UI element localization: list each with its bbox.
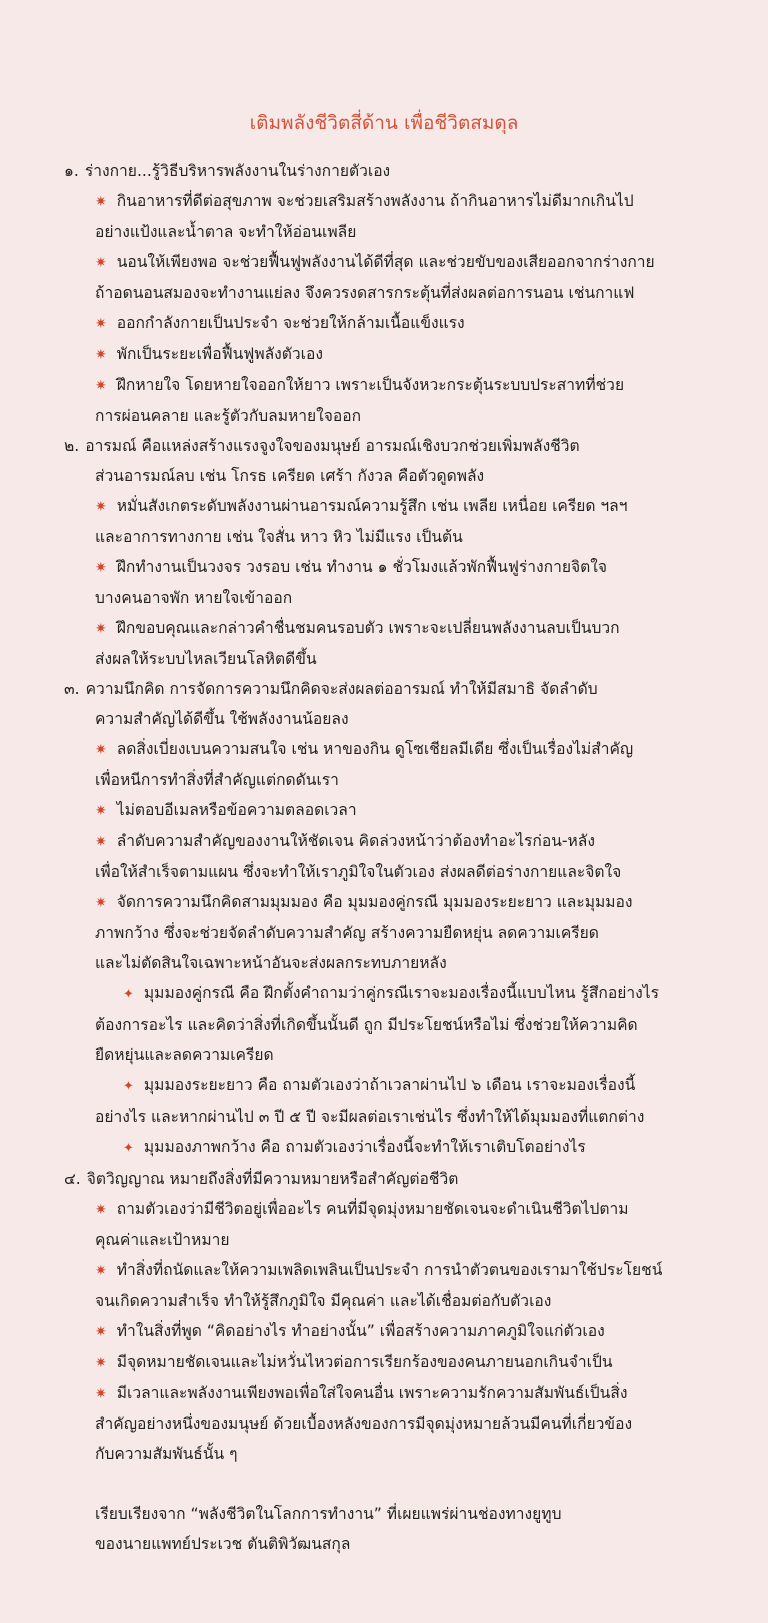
item-text: อย่างแป้งและน้ำตาล จะทำให้อ่อนเพลีย [95,223,357,241]
item-text: ลำดับความสำคัญของงานให้ชัดเจน คิดล่วงหน้าว่าต้องทำอะไรก่อน-หลัง [116,832,595,850]
item-text: ทำสิ่งที่ถนัดและให้ความเพลิดเพลินเป็นประจำ การนำตัวตนของเรามาใช้ประโยชน์ [116,1261,663,1279]
item-text: ฝึกทำงานเป็นวงจร วงรอบ เช่น ทำงาน ๑ ชั่วโมงแล้วพักฟื้นฟูร่างกายจิตใจ [116,558,608,576]
item-text: เพื่อให้สำเร็จตามแผน ซึ่งจะทำให้เราภูมิใจในตัวเอง ส่งผลดีต่อร่างกายและจิตใจ [95,863,622,881]
item-line [95,522,728,552]
page-title: เติมพลังชีวิตสี่ด้าน เพื่อชีวิตสมดุล [249,112,519,134]
item-line [95,1194,728,1225]
item-line [95,186,728,217]
item-text: เพื่อหนีการทำสิ่งที่สำคัญแต่กดดันเรา [95,771,339,789]
heading-line [64,156,768,186]
item-line [95,247,728,278]
section-1 [0,156,768,431]
heading-text: ความนึกคิด การจัดการความนึกคิดจะส่งผลต่ออารมณ์ ทำให้มีสมาธิ จัดลำดับ [85,680,598,698]
item-line [95,1439,728,1469]
item-line [95,948,728,978]
item-line [95,918,728,948]
item-text: ถ้าอดนอนสมองจะทำงานแย่ลง จึงควรงดสารกระตุ้นที่ส่งผลต่อการนอน เช่นกาแฟ [95,284,635,302]
list-item [0,186,768,247]
item-text: หมั่นสังเกตระดับพลังงานผ่านอารมณ์ความรู้สึก เช่น เพลีย เหนื่อย เครียด ฯลฯ [116,497,628,515]
source-credit [0,1499,768,1559]
item-line [95,583,728,613]
item-text: สำคัญอย่างหนึ่งของมนุษย์ ด้วยเบื้องหลังของการมีจุดมุ่งหมายล้วนมีคนที่เกี่ยวข้อง [95,1415,633,1433]
heading-line: ความสำคัญได้ดีขึ้น ใช้พลังงานน้อยลง [95,710,349,728]
heading-line [64,431,768,461]
content [0,156,768,1469]
item-text: ออกกำลังกายเป็นประจำ จะช่วยให้กล้ามเนื้อแข็งแรง [116,314,465,332]
star-bullet-icon: ✷ [95,560,107,576]
list-item [0,1255,768,1316]
star-bullet-icon: ✷ [95,378,107,394]
star-bullet-icon: ✷ [95,1202,107,1218]
sub-item-text: มุมมองคู่กรณี คือ ฝึกตั้งคำถามว่าคู่กรณีเราจะมองเรื่องนี้แบบไหน รู้สึกอย่างไร [143,984,659,1002]
star-bullet-icon: ✷ [95,194,107,210]
item-text: จนเกิดความสำเร็จ ทำให้รู้สึกภูมิใจ มีคุณค่า และได้เชื่อมต่อกับตัวเอง [95,1292,552,1310]
star-bullet-icon: ✷ [95,621,107,637]
sub-item-line [95,1102,728,1132]
item-line [95,613,728,644]
item-text: ส่งผลให้ระบบไหลเวียนโลหิตดีขึ้น [95,650,317,668]
star-bullet-icon: ✷ [95,316,107,332]
sub-item [0,1132,768,1164]
item-text: มีจุดหมายชัดเจนและไม่หวั่นไหวต่อการเรียกร้องของคนภายนอกเกินจำเป็น [116,1353,613,1371]
item-line [95,308,728,339]
item-text: การผ่อนคลาย และรู้ตัวกับลมหายใจออก [95,407,362,425]
section-heading [0,156,768,186]
sub-item-line [95,1010,728,1040]
item-text: ไม่ตอบอีเมลหรือข้อความตลอดเวลา [116,801,357,819]
sub-item-text: อย่างไร และหากผ่านไป ๓ ปี ๕ ปี จะมีผลต่อเราเช่นไร ซึ่งทำให้ได้มุมมองที่แตกต่าง [95,1108,645,1126]
section-number: ๓. [64,680,80,698]
list-item [0,247,768,308]
item-text: ฝึกหายใจ โดยหายใจออกให้ยาว เพราะเป็นจังหวะกระตุ้นระบบประสาทที่ช่วย [116,376,625,394]
list-item [0,1378,768,1469]
heading-line: ส่วนอารมณ์ลบ เช่น โกรธ เครียด เศร้า กังวล คือตัวดูดพลัง [95,467,485,485]
item-text: นอนให้เพียงพอ จะช่วยฟื้นฟูพลังงานได้ดีที่สุด และช่วยขับของเสียออกจากร่างกาย [116,253,655,271]
list-item [0,795,768,826]
item-line [95,795,728,826]
list-item [0,1194,768,1255]
item-text: พักเป็นระยะเพื่อฟื้นฟูพลังตัวเอง [116,345,323,363]
item-line [95,1225,728,1255]
star-bullet-icon: ✷ [95,1355,107,1371]
section-number: ๒. [64,437,80,455]
item-text: บางคนอาจพัก หายใจเข้าออก [95,589,293,607]
list-item [0,552,768,613]
item-line [95,552,728,583]
item-line [95,1316,728,1347]
star-bullet-icon: ✷ [95,255,107,271]
footer-line: ของนายแพทย์ประเวช ตันติพิวัฒนสกุล [95,1535,351,1553]
list-item [0,887,768,978]
sub-item-text: ยืดหยุ่นและลดความเครียด [95,1046,274,1064]
item-line [95,644,728,674]
sub-item [0,1070,768,1132]
list-item [0,308,768,339]
item-text: ถามตัวเองว่ามีชีวิตอยู่เพื่ออะไร คนที่มีจุดมุ่งหมายชัดเจนจะดำเนินชีวิตไปตาม [116,1200,629,1218]
heading-text: ร่างกาย...รู้วิธีบริหารพลังงานในร่างกายตัวเอง [84,162,391,180]
item-line [95,887,728,918]
star-bullet-icon: ✷ [95,742,107,758]
item-text: มีเวลาและพลังงานเพียงพอเพื่อใส่ใจคนอื่น เพราะความรักความสัมพันธ์เป็นสิ่ง [116,1384,628,1402]
heading-line [64,674,768,704]
sub-item-line [95,1132,728,1164]
sparkle-bullet-icon: ✦ [123,1079,134,1094]
list-item [0,613,768,674]
sub-item-line [95,978,728,1010]
sub-item-line [95,1040,728,1070]
list-item [0,826,768,887]
section-heading [0,1164,768,1194]
heading-line [64,1164,768,1194]
item-line [95,1286,728,1316]
list-item [0,1347,768,1378]
item-text: กินอาหารที่ดีต่อสุขภาพ จะช่วยเสริมสร้างพลังงาน ถ้ากินอาหารไม่ดีมากเกินไป [116,192,634,210]
heading-text: อารมณ์ คือแหล่งสร้างแรงจูงใจของมนุษย์ อารมณ์เชิงบวกช่วยเพิ่มพลังชีวิต [85,437,580,455]
item-text: จัดการความนึกคิดสามมุมมอง คือ มุมมองคู่กรณี มุมมองระยะยาว และมุมมอง [116,893,633,911]
item-text: และไม่ตัดสินใจเฉพาะหน้าอันจะส่งผลกระทบภายหลัง [95,954,447,972]
item-text: และอาการทางกาย เช่น ใจสั่น หาว หิว ไม่มีแรง เป็นต้น [95,528,463,546]
section-heading [0,674,768,734]
footer-line: เรียบเรียงจาก “พลังชีวิตในโลกการทำงาน” ที่เผยแพร่ผ่านช่องทางยูทูบ [95,1505,562,1523]
section-4 [0,1164,768,1469]
sparkle-bullet-icon: ✦ [123,1141,134,1156]
item-text: ลดสิ่งเบี่ยงเบนความสนใจ เช่น หาของกิน ดูโซเชียลมีเดีย ซึ่งเป็นเรื่องไม่สำคัญ [116,740,634,758]
item-line [95,401,728,431]
list-item [0,339,768,370]
star-bullet-icon: ✷ [95,1263,107,1279]
sub-item-text: มุมมองภาพกว้าง คือ ถามตัวเองว่าเรื่องนี้จะทำให้เราเติบโตอย่างไร [143,1138,586,1156]
section-2 [0,431,768,674]
item-line [95,857,728,887]
sub-item-text: มุมมองระยะยาว คือ ถามตัวเองว่าถ้าเวลาผ่านไป ๖ เดือน เราจะมองเรื่องนี้ [143,1076,636,1094]
item-line [95,217,728,247]
sub-item [0,978,768,1070]
list-item [0,370,768,431]
item-text: คุณค่าและเป้าหมาย [95,1231,230,1249]
star-bullet-icon: ✷ [95,499,107,515]
star-bullet-icon: ✷ [95,347,107,363]
star-bullet-icon: ✷ [95,834,107,850]
item-line [95,339,728,370]
list-item [0,491,768,552]
sparkle-bullet-icon: ✦ [123,987,134,1002]
sub-item-line [95,1070,728,1102]
item-text: ฝึกขอบคุณและกล่าวคำชื่นชมคนรอบตัว เพราะจะเปลี่ยนพลังงานลบเป็นบวก [116,619,620,637]
star-bullet-icon: ✷ [95,1324,107,1340]
list-item [0,1316,768,1347]
section-number: ๔. [64,1170,81,1188]
item-line [95,734,728,765]
item-text: กับความสัมพันธ์นั้น ๆ [95,1445,238,1463]
item-line [95,278,728,308]
item-line [95,1409,728,1439]
star-bullet-icon: ✷ [95,1386,107,1402]
section-number: ๑. [64,162,79,180]
sub-item-text: ต้องการอะไร และคิดว่าสิ่งที่เกิดขึ้นนั้นดี ถูก มีประโยชน์หรือไม่ ซึ่งช่วยให้ความคิด [95,1016,638,1034]
item-line [95,826,728,857]
heading-text: จิตวิญญาณ หมายถึงสิ่งที่มีความหมายหรือสำคัญต่อชีวิต [86,1170,459,1188]
item-line [95,1378,728,1409]
section-heading [0,431,768,491]
item-line [95,491,728,522]
star-bullet-icon: ✷ [95,803,107,819]
item-text: ทำในสิ่งที่พูด “คิดอย่างไร ทำอย่างนั้น” เพื่อสร้างความภาคภูมิใจแก่ตัวเอง [116,1322,605,1340]
item-line [95,370,728,401]
item-text: ภาพกว้าง ซึ่งจะช่วยจัดลำดับความสำคัญ สร้างความยืดหยุ่น ลดความเครียด [95,924,599,942]
item-line [95,1347,728,1378]
item-line [95,765,728,795]
list-item [0,734,768,795]
star-bullet-icon: ✷ [95,895,107,911]
section-3 [0,674,768,1164]
item-line [95,1255,728,1286]
